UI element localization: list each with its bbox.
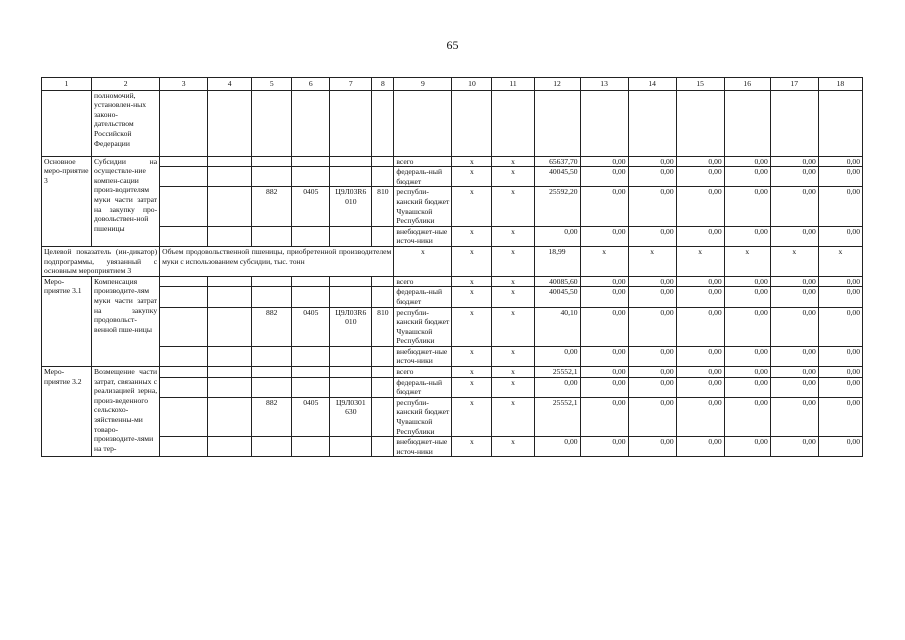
amount-cell: 0,00 <box>676 346 724 366</box>
activity-label: Меро-приятие 3.1 <box>42 276 92 366</box>
header-cell: 11 <box>492 78 534 91</box>
code-cell: 810 <box>372 187 394 226</box>
amount-cell: 0,00 <box>818 226 862 246</box>
header-cell: 18 <box>818 78 862 91</box>
cell: x <box>452 246 492 276</box>
amount-cell: 0,00 <box>628 377 676 397</box>
header-cell: 2 <box>92 78 160 91</box>
amount-cell: 0,00 <box>628 226 676 246</box>
target-indicator-row <box>42 246 863 276</box>
cell: x <box>452 156 492 167</box>
amount-cell: 0,00 <box>724 397 770 436</box>
amount-cell: 0,00 <box>628 307 676 346</box>
cell: x <box>452 187 492 226</box>
amount-cell: 0,00 <box>818 156 862 167</box>
cell: x <box>580 246 628 276</box>
amount-cell: 0,00 <box>676 226 724 246</box>
amount-cell: 0,00 <box>818 367 862 378</box>
code-cell: 810 <box>372 307 394 346</box>
amount-cell: 0,00 <box>534 437 580 457</box>
amount-cell: 0,00 <box>724 276 770 287</box>
header-cell: 15 <box>676 78 724 91</box>
cell: x <box>452 346 492 366</box>
funding-source: всего <box>394 276 452 287</box>
header-cell: 16 <box>724 78 770 91</box>
page-number: 65 <box>446 38 459 52</box>
code-cell: 0405 <box>292 397 330 436</box>
cell: x <box>492 187 534 226</box>
cell: x <box>492 367 534 378</box>
cell: x <box>492 377 534 397</box>
header-cell: 6 <box>292 78 330 91</box>
amount-cell: 0,00 <box>770 226 818 246</box>
funding-source: республи-канский бюджет Чувашской Республики <box>394 187 452 226</box>
code-cell: Ц9Л03R6 010 <box>330 187 372 226</box>
amount-cell: 0,00 <box>628 367 676 378</box>
amount-cell: 0,00 <box>628 156 676 167</box>
amount-cell: 65637,70 <box>534 156 580 167</box>
amount-cell: 0,00 <box>724 307 770 346</box>
activity-description: Компенсация производите-лям муки части затрат на закупку продовольст-венной пше-ницы <box>92 276 160 366</box>
table-row <box>42 377 863 397</box>
cell: x <box>492 397 534 436</box>
amount-cell: 0,00 <box>580 276 628 287</box>
amount-cell: 0,00 <box>676 187 724 226</box>
amount-cell: 0,00 <box>628 397 676 436</box>
amount-cell: 0,00 <box>580 307 628 346</box>
amount-cell: 0,00 <box>724 437 770 457</box>
amount-cell: 0,00 <box>818 187 862 226</box>
funding-source: республи-канский бюджет Чувашской Республики <box>394 307 452 346</box>
amount-cell: 0,00 <box>534 226 580 246</box>
amount-cell: 0,00 <box>676 287 724 307</box>
continuation-row <box>42 90 863 156</box>
amount-cell: 0,00 <box>770 156 818 167</box>
indicator-label: Целевой показатель (ин-дикатор) подпрограммы, увязанный с основным мероприятием 3 <box>42 246 160 276</box>
cell: x <box>492 307 534 346</box>
amount-cell: 0,00 <box>724 156 770 167</box>
table-row <box>42 287 863 307</box>
amount-cell: 0,00 <box>676 377 724 397</box>
amount-cell: 0,00 <box>628 287 676 307</box>
cell: x <box>492 437 534 457</box>
amount-cell: 0,00 <box>676 307 724 346</box>
cell: x <box>452 276 492 287</box>
header-cell: 4 <box>208 78 252 91</box>
amount-cell: 0,00 <box>818 287 862 307</box>
header-cell: 14 <box>628 78 676 91</box>
code-cell: 882 <box>252 397 292 436</box>
amount-cell: 0,00 <box>770 167 818 187</box>
cell: x <box>770 246 818 276</box>
amount-cell: 0,00 <box>676 367 724 378</box>
amount-cell: 40,10 <box>534 307 580 346</box>
amount-cell: 0,00 <box>628 437 676 457</box>
program-table <box>41 77 863 457</box>
cell: x <box>492 276 534 287</box>
activity-description: Возмещение части затрат, связанных с реализацией зерна, произ-веденного сельскохо-зяйственны-ми товаро-производите-лями на тер- <box>92 367 160 457</box>
cell: x <box>452 307 492 346</box>
amount-cell: 0,00 <box>770 346 818 366</box>
amount-cell: 0,00 <box>724 287 770 307</box>
code-cell: 882 <box>252 307 292 346</box>
amount-cell: 0,00 <box>724 377 770 397</box>
amount-cell: 0,00 <box>770 187 818 226</box>
amount-cell: 0,00 <box>676 397 724 436</box>
table-row <box>42 307 863 346</box>
header-cell: 8 <box>372 78 394 91</box>
header-cell: 5 <box>252 78 292 91</box>
funding-source: федераль-ный бюджет <box>394 377 452 397</box>
table-row <box>42 226 863 246</box>
amount-cell: 0,00 <box>580 226 628 246</box>
amount-cell: 0,00 <box>724 346 770 366</box>
amount-cell: 0,00 <box>534 346 580 366</box>
amount-cell: 0,00 <box>770 287 818 307</box>
cell: x <box>452 367 492 378</box>
header-row <box>42 78 863 91</box>
cell: x <box>492 287 534 307</box>
amount-cell: 0,00 <box>724 367 770 378</box>
activity-label: Основное меро-приятие 3 <box>42 156 92 246</box>
header-cell: 17 <box>770 78 818 91</box>
cell: x <box>724 246 770 276</box>
amount-cell: 0,00 <box>580 287 628 307</box>
cell: x <box>452 287 492 307</box>
code-cell: Ц9Л03R6 010 <box>330 307 372 346</box>
amount-cell: 0,00 <box>580 156 628 167</box>
funding-source: внебюджет-ные источ-ники <box>394 346 452 366</box>
header-cell: 7 <box>330 78 372 91</box>
amount-cell: 0,00 <box>724 226 770 246</box>
cell: x <box>676 246 724 276</box>
header-cell: 1 <box>42 78 92 91</box>
indicator-value: 18,99 <box>534 246 580 276</box>
amount-cell: 25592,20 <box>534 187 580 226</box>
funding-source: всего <box>394 367 452 378</box>
header-cell: 10 <box>452 78 492 91</box>
funding-source: внебюджет-ные источ-ники <box>394 437 452 457</box>
amount-cell: 0,00 <box>770 437 818 457</box>
cell: x <box>492 156 534 167</box>
table-row <box>42 156 863 167</box>
amount-cell: 0,00 <box>770 307 818 346</box>
cell: x <box>452 397 492 436</box>
amount-cell: 0,00 <box>724 187 770 226</box>
cell: x <box>818 246 862 276</box>
table-row <box>42 437 863 457</box>
cell: x <box>452 167 492 187</box>
amount-cell: 0,00 <box>628 167 676 187</box>
amount-cell: 0,00 <box>580 397 628 436</box>
header-cell: 13 <box>580 78 628 91</box>
cell: x <box>628 246 676 276</box>
amount-cell: 0,00 <box>818 397 862 436</box>
funding-source: федераль-ный бюджет <box>394 287 452 307</box>
cell: x <box>492 246 534 276</box>
table-row <box>42 167 863 187</box>
cell: x <box>492 167 534 187</box>
amount-cell: 0,00 <box>818 167 862 187</box>
table-row <box>42 346 863 366</box>
funding-source: федераль-ный бюджет <box>394 167 452 187</box>
table-row <box>42 187 863 226</box>
amount-cell: 0,00 <box>770 377 818 397</box>
amount-cell: 0,00 <box>580 346 628 366</box>
code-cell: 882 <box>252 187 292 226</box>
amount-cell: 25552,1 <box>534 397 580 436</box>
amount-cell: 0,00 <box>676 437 724 457</box>
amount-cell: 0,00 <box>770 276 818 287</box>
amount-cell: 40085,60 <box>534 276 580 287</box>
cell: x <box>452 226 492 246</box>
code-cell <box>372 397 394 436</box>
amount-cell: 0,00 <box>534 377 580 397</box>
amount-cell: 0,00 <box>580 187 628 226</box>
amount-cell: 0,00 <box>676 156 724 167</box>
amount-cell: 0,00 <box>628 187 676 226</box>
amount-cell: 0,00 <box>628 346 676 366</box>
header-cell: 12 <box>534 78 580 91</box>
table-row <box>42 367 863 378</box>
amount-cell: 0,00 <box>770 367 818 378</box>
table-row <box>42 276 863 287</box>
amount-cell: 0,00 <box>818 276 862 287</box>
amount-cell: 40045,50 <box>534 287 580 307</box>
amount-cell: 0,00 <box>770 397 818 436</box>
funding-source: внебюджет-ные источ-ники <box>394 226 452 246</box>
code-cell: 0405 <box>292 307 330 346</box>
amount-cell: 0,00 <box>628 276 676 287</box>
amount-cell: 25552,1 <box>534 367 580 378</box>
amount-cell: 0,00 <box>580 167 628 187</box>
cell: x <box>452 437 492 457</box>
header-cell: 3 <box>160 78 208 91</box>
amount-cell: 0,00 <box>580 367 628 378</box>
amount-cell: 0,00 <box>818 307 862 346</box>
cell: x <box>394 246 452 276</box>
indicator-description: Объем продовольственной пшеницы, приобретенной производителем муки с использованием субсидии, тыс. тонн <box>160 246 394 276</box>
cell: x <box>492 226 534 246</box>
funding-source: республи-канский бюджет Чувашской Республики <box>394 397 452 436</box>
activity-label: Меро-приятие 3.2 <box>42 367 92 457</box>
code-cell: 0405 <box>292 187 330 226</box>
funding-source: всего <box>394 156 452 167</box>
code-cell: Ц9Л0301 630 <box>330 397 372 436</box>
header-cell: 9 <box>394 78 452 91</box>
cell: x <box>492 346 534 366</box>
amount-cell: 40045,50 <box>534 167 580 187</box>
continuation-text: полномочий, установлен-ных законо-дательством Российской Федерации <box>92 90 160 156</box>
amount-cell: 0,00 <box>676 276 724 287</box>
amount-cell: 0,00 <box>676 167 724 187</box>
amount-cell: 0,00 <box>818 377 862 397</box>
amount-cell: 0,00 <box>818 437 862 457</box>
amount-cell: 0,00 <box>724 167 770 187</box>
cell: x <box>452 377 492 397</box>
activity-description: Субсидии на осуществле-ние компен-сации произ-водителям муки части затрат на закупку про-довольствен-ной пшеницы <box>92 156 160 246</box>
amount-cell: 0,00 <box>818 346 862 366</box>
amount-cell: 0,00 <box>580 437 628 457</box>
amount-cell: 0,00 <box>580 377 628 397</box>
table-row <box>42 397 863 436</box>
